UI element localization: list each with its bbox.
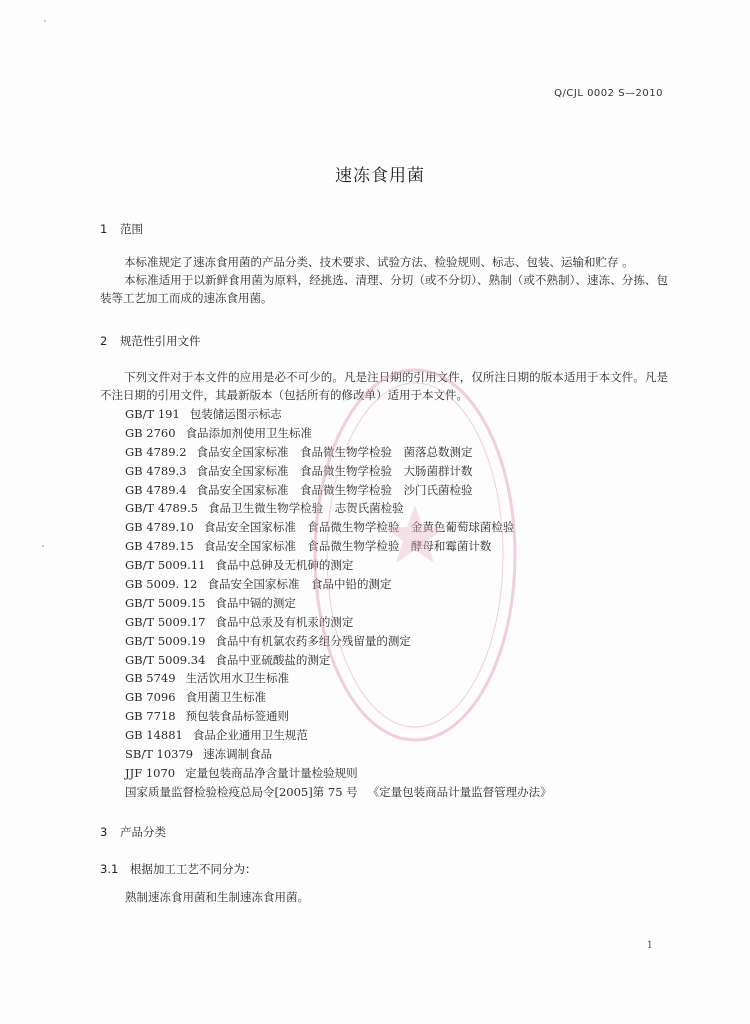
reference-item — [125, 518, 552, 537]
reference-code: GB 5009. 12 — [125, 577, 198, 592]
reference-item — [125, 726, 552, 745]
subsection-number: 3.1 — [100, 862, 119, 876]
reference-item — [125, 594, 552, 613]
reference-item — [125, 537, 552, 556]
page-number: 1 — [646, 940, 653, 951]
reference-item — [125, 764, 552, 783]
reference-code: GB/T 5009.19 — [125, 633, 206, 648]
reference-name: 食品安全国家标准 食品中铅的测定 — [207, 577, 392, 592]
references-intro-text: 下列文件对于本文件的应用是必不可少的。凡是注日期的引用文件，仅所注日期的版本适用于本文件。凡是不注日期的引用文件，其最新版本（包括所有的修改单）适用于本文件。 — [100, 370, 668, 402]
section-number: 3 — [100, 825, 108, 839]
reference-code: GB 4789.3 — [125, 463, 187, 478]
reference-item — [125, 688, 552, 707]
reference-item — [125, 481, 552, 500]
section-number: 1 — [100, 222, 108, 236]
reference-code: GB 4789.10 — [125, 520, 194, 535]
reference-name: 食品安全国家标准 食品微生物学检验 菌落总数测定 — [196, 444, 473, 459]
reference-item — [125, 632, 552, 651]
reference-name: 食品安全国家标准 食品微生物学检验 金黄色葡萄球菌检验 — [203, 520, 515, 535]
section-number: 2 — [100, 334, 108, 348]
reference-item — [125, 575, 552, 594]
reference-code: GB/T 5009.15 — [125, 595, 206, 610]
reference-name: 食品中亚硫酸盐的测定 — [215, 652, 331, 667]
reference-item — [125, 443, 552, 462]
reference-item — [125, 669, 552, 688]
reference-code: GB 2760 — [125, 425, 176, 440]
reference-code: GB 4789.2 — [125, 444, 187, 459]
reference-code: JJF 1070 — [125, 765, 176, 780]
reference-name: 《定量包装商品计量监督管理办法》 — [367, 784, 552, 799]
reference-name: 食品安全国家标准 食品微生物学检验 酵母和霉菌计数 — [203, 539, 492, 554]
reference-code: GB/T 5009.11 — [125, 558, 206, 573]
reference-item — [125, 556, 552, 575]
reference-code: GB 4789.4 — [125, 482, 187, 497]
reference-name: 食品卫生微生物学检验 志贺氏菌检验 — [208, 501, 404, 516]
reference-code: GB 7096 — [125, 690, 176, 705]
reference-code: GB/T 5009.34 — [125, 652, 206, 667]
reference-code: GB/T 191 — [125, 407, 180, 421]
section-title: 产品分类 — [120, 825, 166, 839]
section-title: 范围 — [120, 222, 143, 236]
references-intro — [100, 368, 668, 404]
reference-name: 食品添加剂使用卫生标准 — [185, 425, 313, 440]
subsection-heading — [100, 861, 257, 877]
reference-name: 食品安全国家标准 食品微生物学检验 大肠菌群计数 — [196, 463, 473, 478]
reference-name: 食用菌卫生标准 — [185, 690, 267, 705]
scope-paragraph: 本标准适用于以新鲜食用菌为原料，经挑选、清理、分切（或不分切）、熟制（或不熟制）、速冻、分拣、包装等工艺加工而成的速冻食用菌。 — [100, 273, 668, 305]
reference-name: 速冻调制食品 — [203, 747, 273, 762]
reference-name: 预包装食品标签通则 — [185, 709, 290, 724]
reference-code: GB 7718 — [125, 709, 176, 724]
reference-name: 食品中镉的测定 — [215, 595, 296, 610]
subsection-title: 根据加工工艺不同分为： — [130, 862, 257, 876]
subsection-text: 熟制速冻食用菌和生制速冻食用菌。 — [125, 890, 309, 904]
reference-list — [125, 405, 552, 802]
scope-paragraph: 本标准规定了速冻食用菌的产品分类、技术要求、试验方法、检验规则、标志、包装、运输和贮存 。 — [124, 255, 634, 269]
section-heading-classification — [100, 824, 166, 840]
reference-item — [125, 405, 552, 424]
section-heading-scope — [100, 221, 143, 237]
standard-code: Q/CJL 0002 S—2010 — [554, 88, 663, 99]
reference-item — [125, 613, 552, 632]
reference-code: GB 4789.15 — [125, 539, 194, 554]
reference-name: 食品中有机氯农药多组分残留量的测定 — [215, 633, 411, 648]
section-heading-references — [100, 333, 201, 349]
reference-item — [125, 462, 552, 481]
reference-item — [125, 424, 552, 443]
reference-code: GB 14881 — [125, 728, 183, 743]
scope-paragraphs — [100, 253, 668, 307]
reference-item — [125, 651, 552, 670]
scan-speck — [42, 545, 44, 547]
reference-code: 国家质量监督检验检疫总局令[2005]第 75 号 — [125, 784, 358, 799]
reference-code: GB/T 4789.5 — [125, 501, 199, 516]
reference-item — [125, 783, 552, 802]
reference-code: SB/T 10379 — [125, 747, 194, 762]
reference-name: 食品中总砷及无机砷的测定 — [215, 558, 354, 573]
reference-name: 定量包装商品净含量计量检验规则 — [185, 765, 358, 780]
document-title: 速冻食用菌 — [335, 166, 425, 186]
reference-name: 食品安全国家标准 食品微生物学检验 沙门氏菌检验 — [196, 482, 473, 497]
reference-name: 食品企业通用卫生规范 — [192, 728, 308, 743]
reference-code: GB 5749 — [125, 671, 176, 686]
reference-name: 生活饮用水卫生标准 — [185, 671, 290, 686]
reference-code: GB/T 5009.17 — [125, 614, 206, 629]
reference-name: 包装储运图示标志 — [189, 407, 282, 421]
scan-speck — [44, 20, 46, 22]
reference-item — [125, 499, 552, 518]
reference-name: 食品中总汞及有机汞的测定 — [215, 614, 354, 629]
reference-item — [125, 707, 552, 726]
reference-item — [125, 745, 552, 764]
section-title: 规范性引用文件 — [120, 334, 201, 348]
